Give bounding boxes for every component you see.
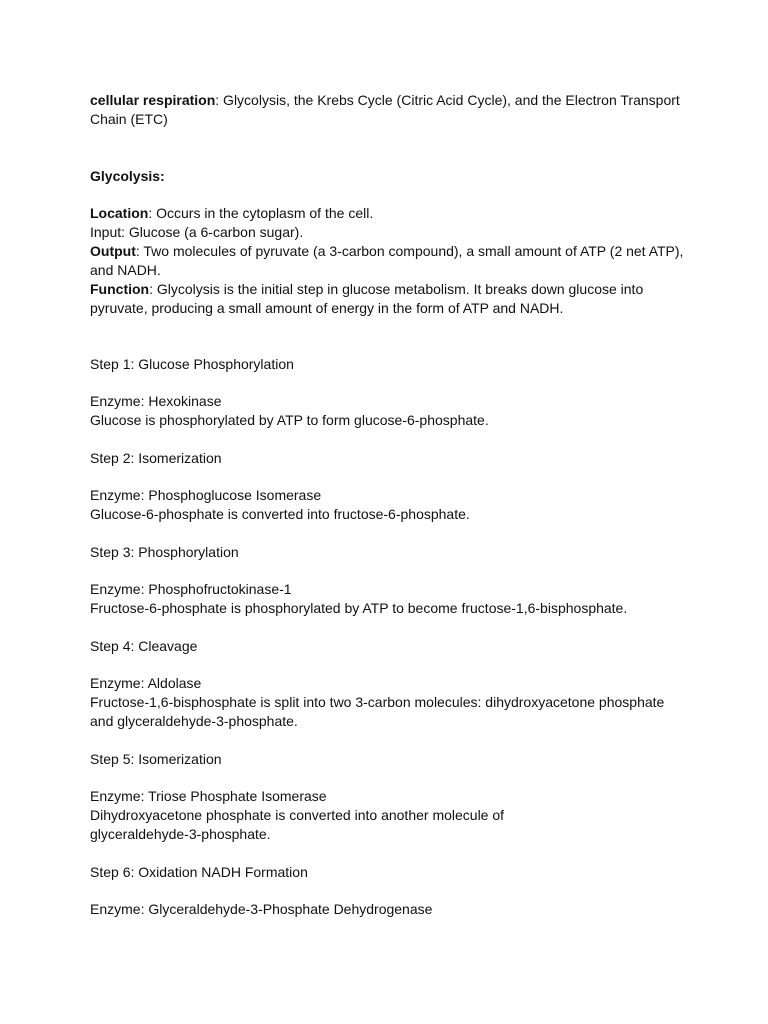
function-line-1	[90, 280, 643, 299]
intro-term: cellular respiration	[90, 92, 216, 108]
output-text-1: : Two molecules of pyruvate (a 3-carbon compound), a small amount of ATP (2 net ATP),	[135, 243, 684, 259]
step-6-title: Step 6: Oxidation NADH Formation	[90, 864, 308, 880]
step-1-description: Glucose is phosphorylated by ATP to form glucose-6-phosphate.	[90, 412, 489, 428]
intro-line-2: Chain (ETC)	[90, 111, 168, 127]
step-5-description-2: glyceraldehyde-3-phosphate.	[90, 826, 271, 842]
step-1-title: Step 1: Glucose Phosphorylation	[90, 356, 294, 372]
step-5-description-1: Dihydroxyacetone phosphate is converted into another molecule of	[90, 807, 505, 823]
step-5-enzyme: Enzyme: Triose Phosphate Isomerase	[90, 788, 327, 804]
output-label: Output	[90, 243, 136, 259]
function-line-2: pyruvate, producing a small amount of energy in the form of ATP and NADH.	[90, 300, 564, 316]
step-1-enzyme: Enzyme: Hexokinase	[90, 393, 222, 409]
function-text-1: : Glycolysis is the initial step in glucose metabolism. It breaks down glucose into	[149, 281, 644, 297]
intro-line-1	[90, 91, 680, 110]
output-line-2: and NADH.	[90, 262, 161, 278]
step-3-enzyme: Enzyme: Phosphofructokinase-1	[90, 581, 292, 597]
output-line-1	[90, 242, 683, 261]
step-6-enzyme: Enzyme: Glyceraldehyde-3-Phosphate Dehydrogenase	[90, 901, 433, 917]
location-label: Location	[90, 205, 149, 221]
location-text: : Occurs in the cytoplasm of the cell.	[148, 205, 374, 221]
function-label: Function	[90, 281, 150, 297]
input-line: Input: Glucose (a 6-carbon sugar).	[90, 224, 304, 240]
step-2-enzyme: Enzyme: Phosphoglucose Isomerase	[90, 487, 322, 503]
step-4-description-1: Fructose-1,6-bisphosphate is split into two 3-carbon molecules: dihydroxyacetone phosphate	[90, 694, 665, 710]
step-4-enzyme: Enzyme: Aldolase	[90, 675, 202, 691]
step-4-title: Step 4: Cleavage	[90, 638, 198, 654]
location-line	[90, 204, 373, 223]
step-2-description: Glucose-6-phosphate is converted into fructose-6-phosphate.	[90, 506, 470, 522]
step-2-title: Step 2: Isomerization	[90, 450, 222, 466]
step-3-description: Fructose-6-phosphate is phosphorylated by ATP to become fructose-1,6-bisphosphate.	[90, 600, 628, 616]
step-3-title: Step 3: Phosphorylation	[90, 544, 239, 560]
section-heading-glycolysis: Glycolysis:	[90, 168, 165, 184]
step-4-description-2: and glyceraldehyde-3-phosphate.	[90, 713, 298, 729]
intro-text-1: : Glycolysis, the Krebs Cycle (Citric Acid Cycle), and the Electron Transport	[215, 92, 680, 108]
step-5-title: Step 5: Isomerization	[90, 751, 222, 767]
